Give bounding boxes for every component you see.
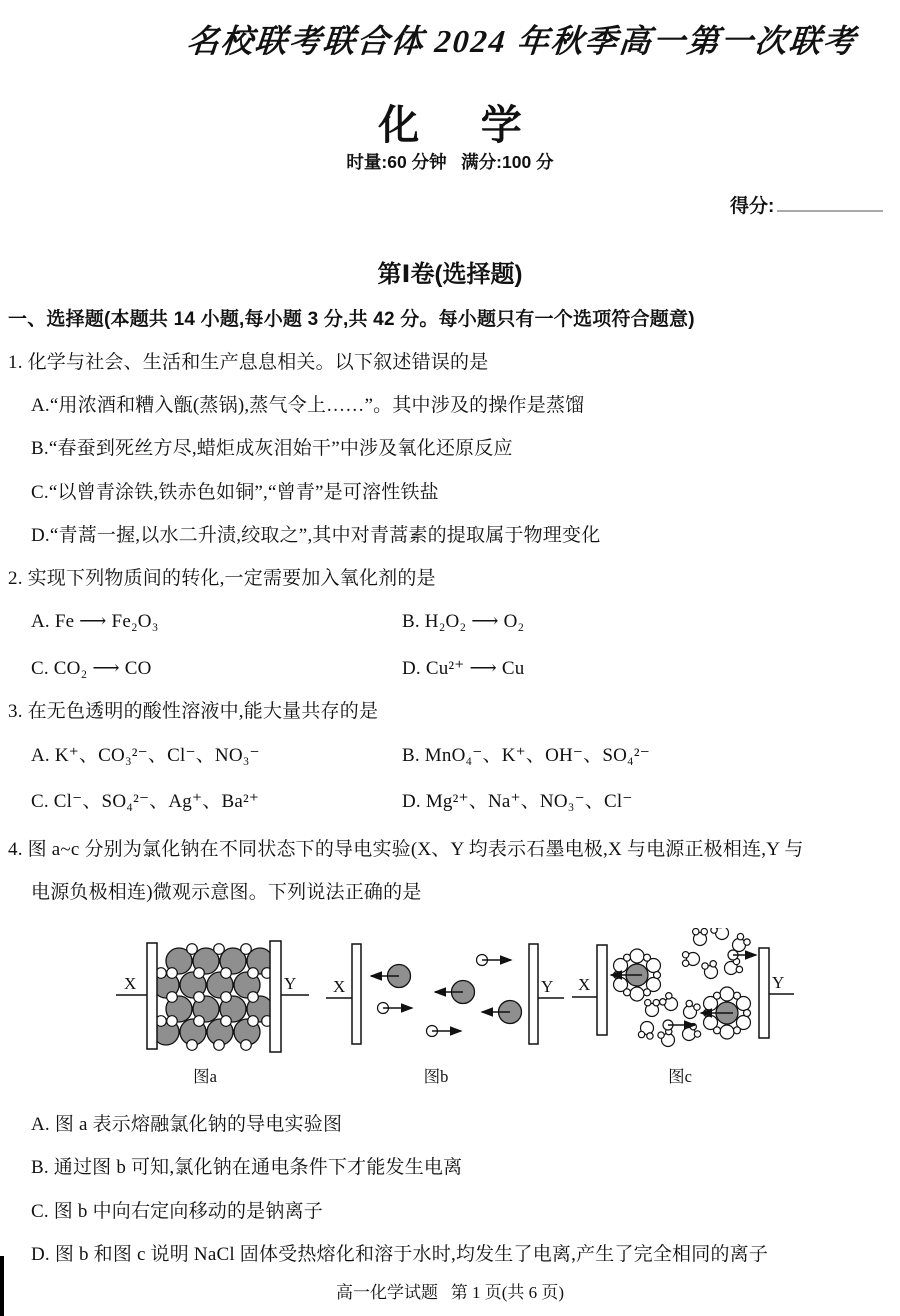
small-ion-particle <box>248 992 259 1003</box>
small-ion-particle <box>734 992 741 999</box>
small-ion-particle <box>736 966 742 972</box>
question-1-option-b: B.“春蚕到死丝方尽,蜡炬成灰泪始干”中涉及氧化还原反应 <box>31 438 513 459</box>
small-ion-particle <box>720 987 734 1001</box>
electrode-y-fig-a <box>270 941 281 1052</box>
question-4-option-c: C. 图 b 中向右定向移动的是钠离子 <box>31 1201 323 1222</box>
question-4-stem-line2: 电源负极相连)微观示意图。下列说法正确的是 <box>31 882 422 903</box>
question-3-option-a: A. K⁺、CO₃²⁻、Cl⁻、NO₃⁻ <box>31 745 260 766</box>
section-intro: 一、选择题(本题共 14 小题,每小题 3 分,共 42 分。每小题只有一个选项符合题意) <box>8 309 695 330</box>
question-2-option-a: A. Fe ⟶ Fe₂O₃ <box>31 611 159 632</box>
small-ion-particle <box>744 939 750 945</box>
small-ion-particle <box>248 1016 259 1027</box>
small-ion-particle <box>645 999 651 1005</box>
small-ion-particle <box>167 992 178 1003</box>
small-ion-particle <box>702 963 708 969</box>
electrode-y-fig-c <box>759 948 769 1038</box>
electrode-y-fig-b <box>529 944 538 1044</box>
question-3-option-c: C. Cl⁻、SO₄²⁻、Ag⁺、Ba²⁺ <box>31 791 260 812</box>
small-ion-particle <box>720 1025 734 1039</box>
question-3-stem: 3. 在无色透明的酸性溶液中,能大量共存的是 <box>8 701 379 722</box>
electrode-x-fig-b <box>352 944 361 1044</box>
small-ion-particle <box>666 993 672 999</box>
figure-b-caption: 图b <box>423 1067 449 1086</box>
small-ion-particle <box>644 989 651 996</box>
figure-c-caption: 图c <box>668 1067 692 1086</box>
small-ion-particle <box>214 944 225 955</box>
figure-b-molten-nacl <box>326 944 564 1086</box>
question-1-option-a: A.“用浓酒和糟入甑(蒸锅),蒸气令上……”。其中涉及的操作是蒸馏 <box>31 395 585 416</box>
electrode-x-label: X <box>124 974 137 993</box>
subject-title: 化 学 <box>378 102 522 148</box>
question-2-option-b: B. H₂O₂ ⟶ O₂ <box>402 611 525 632</box>
small-ion-particle <box>624 954 631 961</box>
question-4-stem-line1: 4. 图 a~c 分别为氯化钠在不同状态下的导电实验(X、Y 均表示石墨电极,X 与电源正极相连,Y 与 <box>8 839 804 860</box>
page-footer: 高一化学试题 第 1 页(共 6 页) <box>335 1283 565 1302</box>
score-label: 得分: <box>730 196 775 217</box>
small-ion-particle <box>737 933 743 939</box>
small-ion-particle <box>187 1040 198 1051</box>
nacl-lattice <box>153 944 273 1051</box>
small-ion-particle <box>630 987 644 1001</box>
small-ion-particle <box>653 999 659 1005</box>
question-2-option-c: C. CO₂ ⟶ CO <box>31 658 152 679</box>
small-ion-particle <box>248 968 259 979</box>
small-ion-particle <box>734 1027 741 1034</box>
question-3-option-b: B. MnO₄⁻、K⁺、OH⁻、SO₄²⁻ <box>402 745 650 766</box>
exam-meta: 时量:60 分钟 满分:100 分 <box>346 152 554 172</box>
electrode-x-label: X <box>333 977 346 996</box>
small-ion-particle <box>194 1016 205 1027</box>
small-ion-particle <box>665 998 678 1011</box>
small-ion-particle <box>694 1004 700 1010</box>
small-ion-particle <box>644 954 651 961</box>
question-4-option-b: B. 通过图 b 可知,氯化钠在通电条件下才能发生电离 <box>31 1157 463 1178</box>
small-ion-particle <box>214 1040 225 1051</box>
score-blank-line <box>777 192 883 212</box>
small-ion-particle <box>733 939 746 952</box>
small-ion-particle <box>714 992 721 999</box>
question-4-option-a: A. 图 a 表示熔融氯化钠的导电实验图 <box>31 1114 343 1135</box>
electrode-y-label: Y <box>541 977 554 996</box>
score-field <box>730 191 883 218</box>
small-ion-particle <box>658 1032 664 1038</box>
small-ion-particle <box>167 968 178 979</box>
exam-title: 名校联考联合体 2024 年秋季高一第一次联考 <box>185 23 859 59</box>
small-ion-particle <box>221 968 232 979</box>
small-ion-particle <box>686 1000 692 1006</box>
figure-c-nacl-solution <box>572 928 794 1086</box>
small-ion-particle <box>744 1010 751 1017</box>
small-ion-particle <box>682 960 688 966</box>
small-ion-particle <box>647 1033 653 1039</box>
scan-artifact-bar <box>0 1256 4 1316</box>
small-ion-particle <box>660 999 666 1005</box>
question-1-stem: 1. 化学与社会、生活和生产息息相关。以下叙述错误的是 <box>8 352 489 373</box>
question-4-option-d: D. 图 b 和图 c 说明 NaCl 固体受热熔化和溶于水时,均发生了电离,产生了完全相同的离子 <box>31 1244 769 1265</box>
small-ion-particle <box>194 992 205 1003</box>
question-1-option-d: D.“青蒿一握,以水二升渍,绞取之”,其中对青蒿素的提取属于物理变化 <box>31 525 601 546</box>
electrode-x-label: X <box>578 975 591 994</box>
small-ion-particle <box>711 928 717 933</box>
hydrated-ions <box>611 928 756 1047</box>
small-ion-particle <box>221 992 232 1003</box>
question-1-option-c: C.“以曾青涂铁,铁赤色如铜”,“曾青”是可溶性铁盐 <box>31 482 439 503</box>
small-ion-particle <box>694 1031 700 1037</box>
electrode-x-fig-c <box>597 945 607 1035</box>
small-ion-particle <box>167 1016 178 1027</box>
small-ion-particle <box>654 972 661 979</box>
small-ion-particle <box>682 952 688 958</box>
small-ion-particle <box>638 1031 644 1037</box>
small-ion-particle <box>241 1040 252 1051</box>
small-ion-particle <box>241 944 252 955</box>
question-4-figure <box>0 928 900 1090</box>
electrode-y-label: Y <box>284 974 297 993</box>
small-ion-particle <box>187 944 198 955</box>
small-ion-particle <box>194 968 205 979</box>
section-title: 第Ⅰ卷(选择题) <box>377 261 523 288</box>
question-2-option-d: D. Cu²⁺ ⟶ Cu <box>402 658 525 679</box>
small-ion-particle <box>693 928 699 934</box>
small-ion-particle <box>714 1027 721 1034</box>
small-ion-particle <box>221 1016 232 1027</box>
figure-a-solid-nacl <box>116 941 309 1086</box>
small-ion-particle <box>630 949 644 963</box>
small-ion-particle <box>710 961 716 967</box>
question-3-option-d: D. Mg²⁺、Na⁺、NO₃⁻、Cl⁻ <box>402 791 633 812</box>
electrode-y-label: Y <box>772 973 785 992</box>
small-ion-particle <box>701 928 707 934</box>
question-2-stem: 2. 实现下列物质间的转化,一定需要加入氧化剂的是 <box>8 568 436 589</box>
small-ion-particle <box>624 989 631 996</box>
figure-a-caption: 图a <box>193 1067 217 1086</box>
electrode-x-fig-a <box>147 943 157 1049</box>
moving-ions <box>371 955 522 1037</box>
